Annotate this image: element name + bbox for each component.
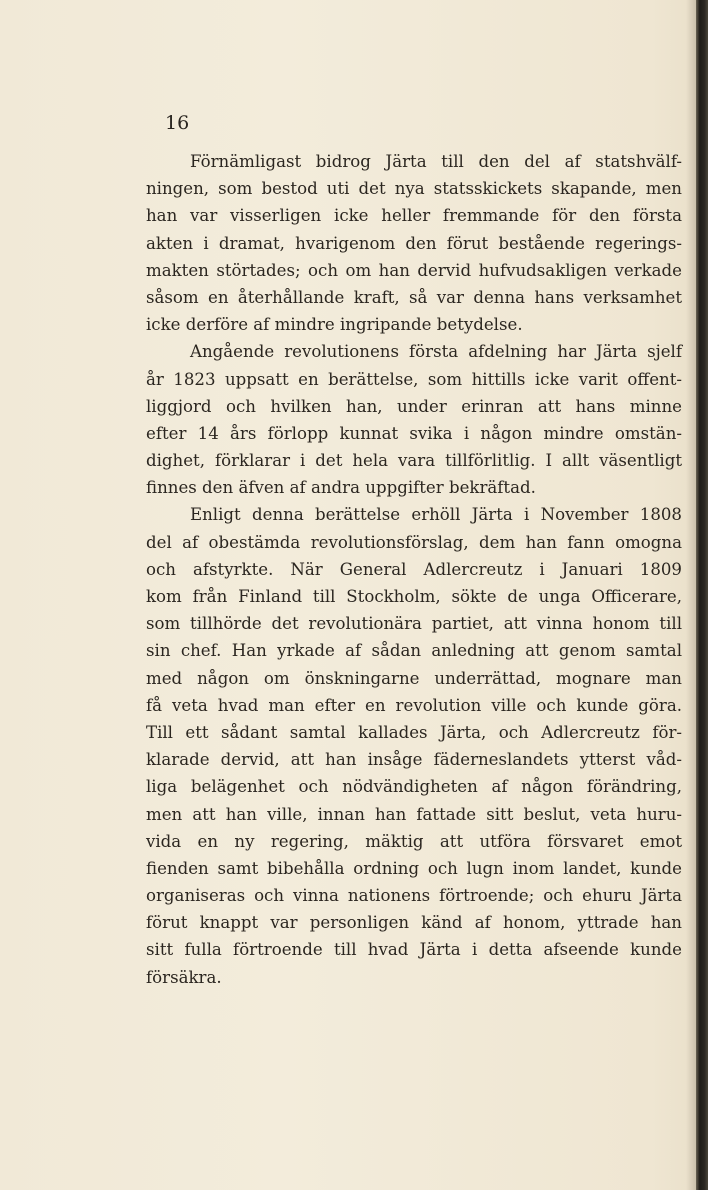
paragraph-3 [146, 501, 682, 990]
text-line: få veta hvad man efter en revolution ville och kunde göra. [146, 695, 682, 715]
book-binding-edge [696, 0, 708, 1190]
text-line: klarade dervid, att han insåge fäderneslandets ytterst våd- [146, 750, 682, 770]
text-line: ningen, som bestod uti det nya statsskickets skapande, men [146, 179, 682, 199]
text-line: såsom en återhållande kraft, så var denna hans verksamhet [146, 287, 682, 307]
text-line: dighet, förklarar i det hela vara tillförlitlig. I allt väsentligt [146, 451, 682, 471]
text-line: Till ett sådant samtal kallades Järta, och Adlercreutz för- [146, 722, 682, 742]
text-line: icke derföre af mindre ingripande betydelse. [146, 315, 523, 335]
paragraph-2 [146, 338, 682, 501]
text-line: han var visserligen icke heller fremmande för den första [146, 206, 682, 226]
text-line: år 1823 uppsatt en berättelse, som hittills icke varit offent- [146, 369, 682, 389]
text-line: försäkra. [146, 967, 222, 987]
text-line: sitt fulla förtroende till hvad Järta i detta afseende kunde [146, 940, 682, 960]
text-line: Enligt denna berättelse erhöll Järta i November 1808 [190, 505, 682, 525]
paragraph-1 [146, 148, 682, 338]
text-line: efter 14 års förlopp kunnat svika i någon mindre omstän- [146, 423, 682, 443]
text-line: men att han ville, innan han fattade sitt beslut, veta huru- [146, 804, 682, 824]
text-line: som tillhörde det revolutionära partiet, att vinna honom till [146, 614, 682, 634]
text-line: liga belägenhet och nödvändigheten af någon förändring, [146, 777, 682, 797]
text-line: makten störtades; och om han dervid hufvudsakligen verkade [146, 260, 682, 280]
body-text [146, 148, 682, 991]
text-line: fienden samt bibehålla ordning och lugn inom landet, kunde [146, 858, 682, 878]
text-line: kom från Finland till Stockholm, sökte de unga Officerare, [146, 587, 682, 606]
text-line: del af obestämda revolutionsförslag, dem han fann omogna [146, 532, 682, 552]
text-line: akten i dramat, hvarigenom den förut bestående regerings- [146, 233, 682, 253]
text-line: med någon om önskningarne underrättad, mognare man [146, 668, 682, 688]
text-line: förut knappt var personligen känd af honom, yttrade han [146, 913, 682, 933]
text-line: organiseras och vinna nationens förtroende; och ehuru Järta [146, 886, 682, 906]
text-line: finnes den äfven af andra uppgifter bekräftad. [146, 478, 536, 498]
text-line: och afstyrkte. När General Adlercreutz i Januari 1809 [146, 559, 682, 579]
text-line: Förnämligast bidrog Järta till den del af statshvälf- [190, 152, 682, 171]
page-edge-shadow [686, 0, 696, 1190]
page-number: 16 [165, 112, 190, 134]
text-line: liggjord och hvilken han, under erinran att hans minne [146, 396, 682, 416]
text-line: sin chef. Han yrkade af sådan anledning att genom samtal [146, 641, 682, 661]
text-line: Angående revolutionens första afdelning har Järta sjelf [190, 342, 682, 362]
text-line: vida en ny regering, mäktig att utföra försvaret emot [146, 831, 682, 851]
